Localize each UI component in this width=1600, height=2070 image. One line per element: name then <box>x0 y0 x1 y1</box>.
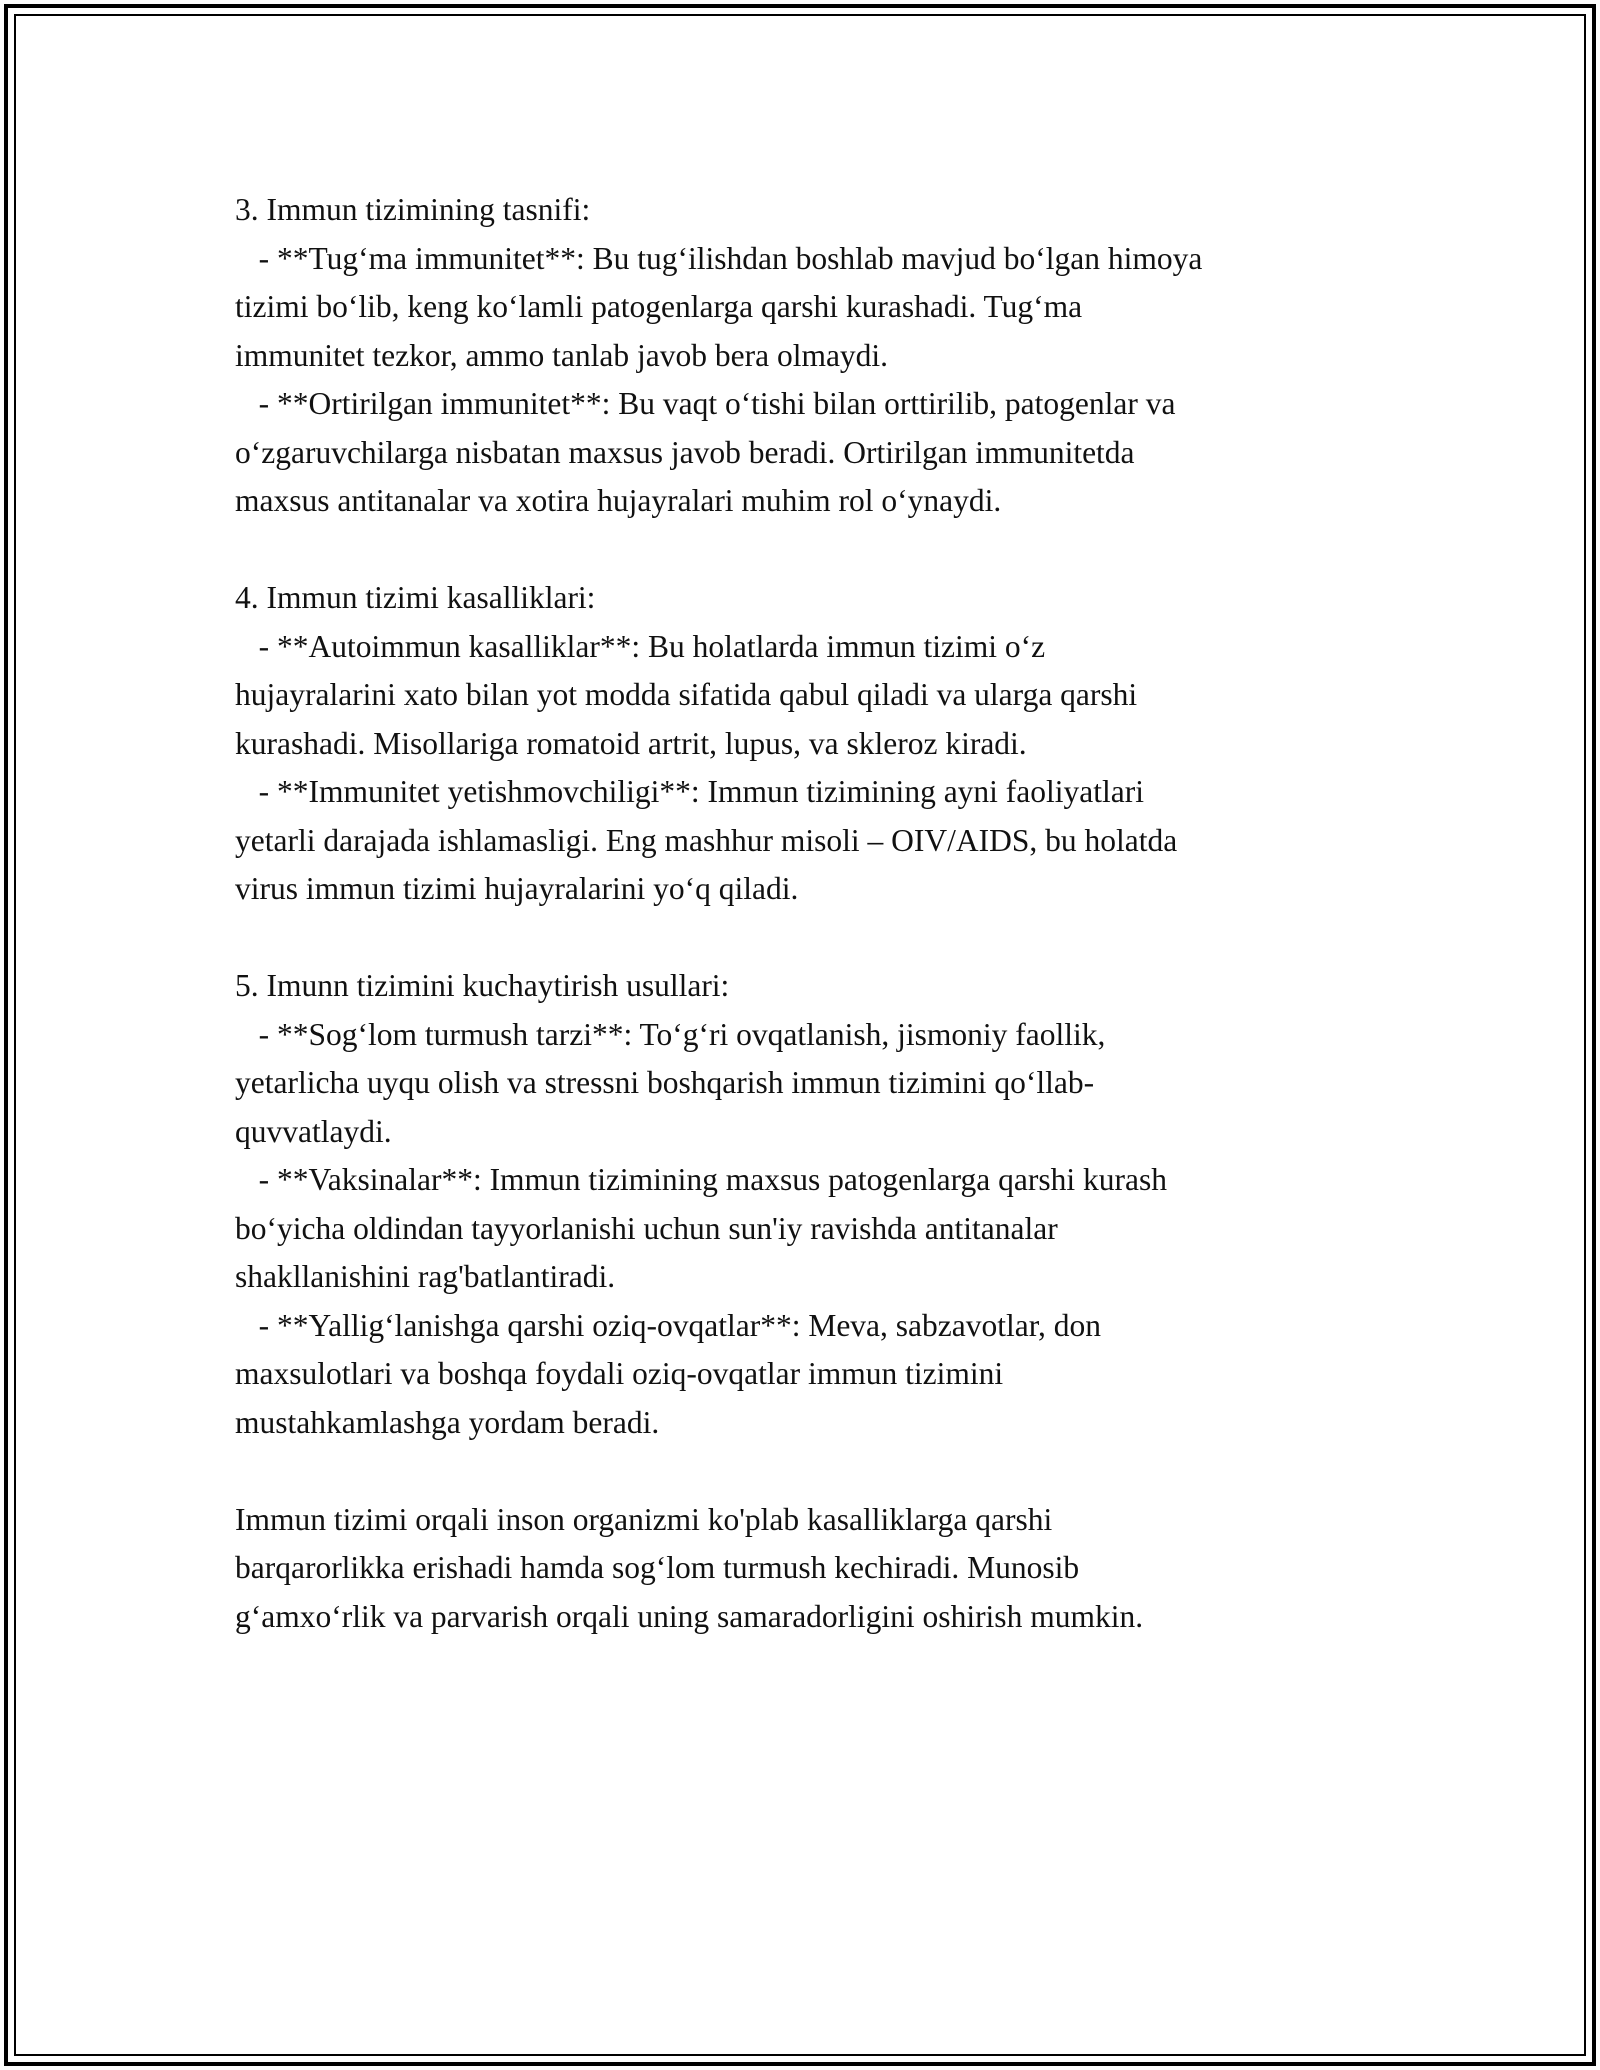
list-item-text: - **Ortirilgan immunitet**: Bu vaqt o‘tishi bilan orttirilib, patogenlar va <box>235 386 1176 421</box>
paragraph-line: Immun tizimi orqali inson organizmi ko'plab kasalliklarga qarshi <box>235 1501 1053 1537</box>
list-item-text: - **Tug‘ma immunitet**: Bu tug‘ilishdan boshlab mavjud bo‘lgan himoya <box>235 240 1203 276</box>
section-conclusion <box>235 1496 1415 1642</box>
spacer <box>235 1447 1415 1496</box>
paragraph-line: bo‘yicha oldindan tayyorlanishi uchun sun'iy ravishda antitanalar <box>235 1210 1058 1246</box>
paragraph-line: shakllanishini rag'batlantiradi. <box>235 1259 616 1294</box>
paragraph-line: quvvatlaydi. <box>235 1113 392 1149</box>
paragraph-line: immunitet tezkor, ammo tanlab javob bera olmaydi. <box>235 337 889 373</box>
paragraph-line: kurashadi. Misollariga romatoid artrit, lupus, va skleroz kiradi. <box>235 725 1027 761</box>
paragraph-line: hujayralarini xato bilan yot modda sifatida qabul qiladi va ularga qarshi <box>235 677 1138 712</box>
paragraph-line: tizimi bo‘lib, keng ko‘lamli patogenlarga qarshi kurashadi. Tug‘ma <box>235 289 1083 324</box>
document-body <box>235 186 1415 1641</box>
list-item-text: - **Yallig‘lanishga qarshi oziq-ovqatlar**: Meva, sabzavotlar, don <box>235 1307 1101 1343</box>
section-heading: 5. Imunn tizimini kuchaytirish usullari: <box>235 968 730 1003</box>
list-item-text: - **Autoimmun kasalliklar**: Bu holatlarda immun tizimi o‘z <box>235 628 1046 664</box>
list-item-text: - **Sog‘lom turmush tarzi**: To‘g‘ri ovqatlanish, jismoniy faollik, <box>235 1016 1106 1052</box>
list-item-text: - **Vaksinalar**: Immun tizimining maxsus patogenlarga qarshi kurash <box>235 1162 1167 1197</box>
paragraph-line: yetarli darajada ishlamasligi. Eng mashhur misoli – OIV/AIDS, bu holatda <box>235 822 1178 858</box>
paragraph-line: maxsus antitanalar va xotira hujayralari muhim rol o‘ynaydi. <box>235 483 1002 518</box>
list-item-text: - **Immunitet yetishmovchiligi**: Immun tizimining ayni faoliyatlari <box>235 774 1144 809</box>
paragraph-line: mustahkamlashga yordam beradi. <box>235 1404 660 1440</box>
spacer <box>235 914 1415 963</box>
section-immune-strengthening <box>235 962 1415 1447</box>
spacer <box>235 526 1415 575</box>
section-immune-classification <box>235 186 1415 526</box>
paragraph-line: o‘zgaruvchilarga nisbatan maxsus javob beradi. Ortirilgan immunitetda <box>235 434 1135 470</box>
paragraph-line: virus immun tizimi hujayralarini yo‘q qiladi. <box>235 871 799 906</box>
paragraph-line: maxsulotlari va boshqa foydali oziq-ovqatlar immun tizimini <box>235 1356 1004 1391</box>
section-immune-diseases <box>235 574 1415 914</box>
section-heading: 3. Immun tizimining tasnifi: <box>235 192 591 227</box>
paragraph-line: g‘amxo‘rlik va parvarish orqali uning samaradorligini oshirish mumkin. <box>235 1598 1144 1634</box>
paragraph-line: yetarlicha uyqu olish va stressni boshqarish immun tizimini qo‘llab- <box>235 1065 1095 1100</box>
section-heading: 4. Immun tizimi kasalliklari: <box>235 580 596 615</box>
paragraph-line: barqarorlikka erishadi hamda sog‘lom turmush kechiradi. Munosib <box>235 1550 1080 1585</box>
